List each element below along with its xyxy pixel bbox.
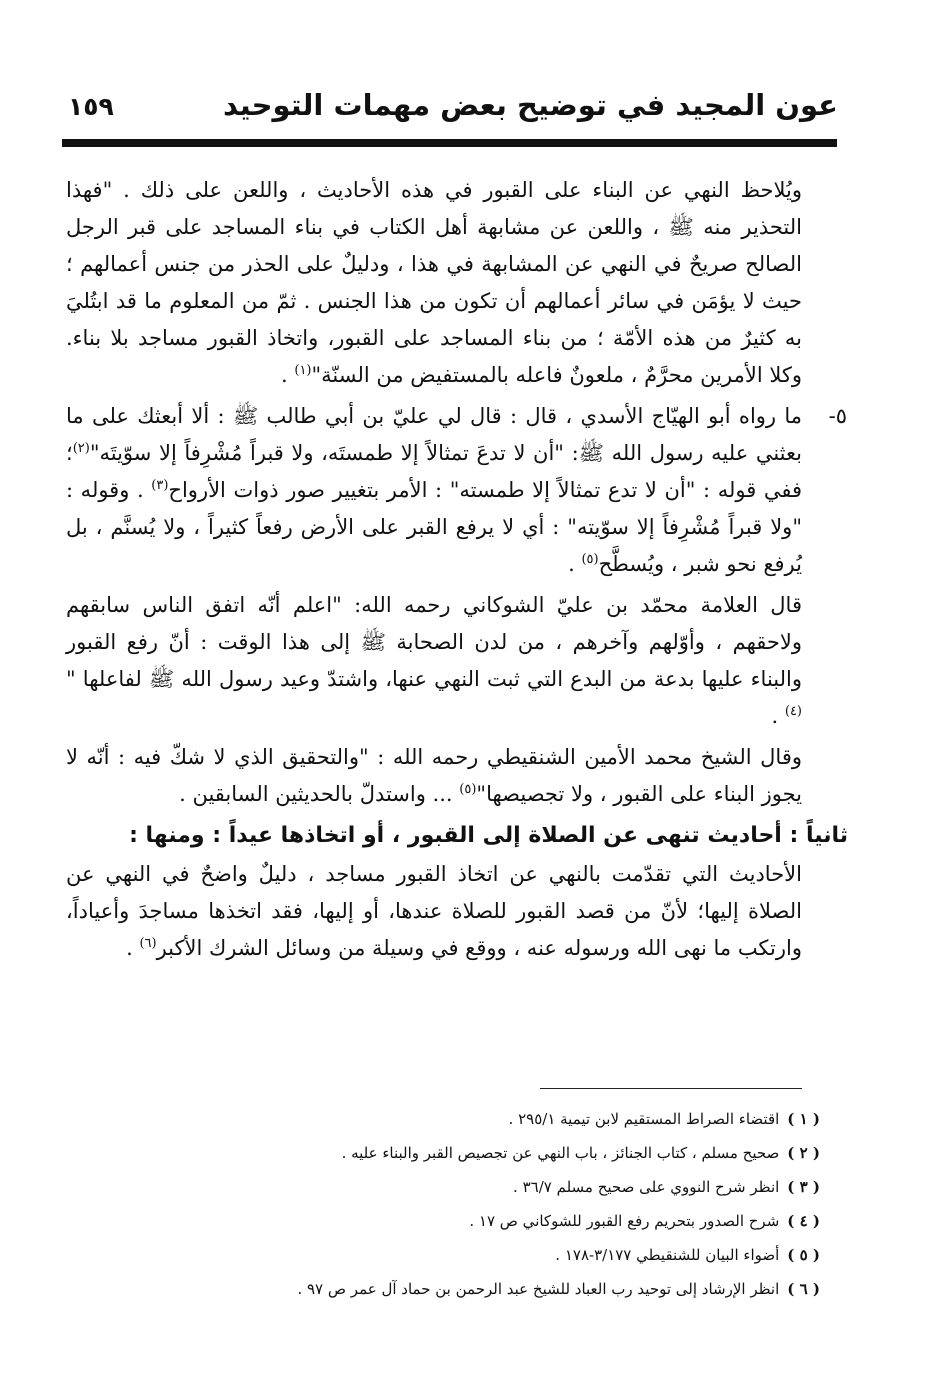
page-number: ١٥٩	[68, 92, 114, 121]
footnote-ref-5a: (٥)	[581, 552, 599, 567]
item-5-end: .	[568, 552, 582, 576]
footnote-1	[120, 1102, 820, 1136]
paragraph-1-text: ويُلاحظ النهي عن البناء على القبور في هذه الأحاديث ، واللعن على ذلك . "فهذا التحذير منه ﷺ ، واللعن عن مشابهة أهل الكتاب في بناء المساجد على قبر الرجل الصالح صريحٌ في النهي عن المشابهة في هذا ، ودليلٌ على الحذر من جنس أعمالهم ؛ حيث لا يؤمَن في سائر أعمالهم أن تكون من هذا الجنس . ثمّ من المعلوم ما قد ابتُليَ به كثيرٌ من هذه الأمّة ؛ من بناء المساجد على القبور، واتخاذ القبور مساجد بلا بناء. وكلا الأمرين محرَّمٌ ، ملعونٌ فاعله بالمستفيض من السنّة"	[66, 178, 802, 387]
footnote-text: أضواء البيان للشنقيطي ٣/١٧٧-١٧٨ .	[555, 1246, 780, 1264]
item-5-text-c: . وقوله : "ولا قبراً مُشْرِفاً إلا سوّيته" : أي لا يرفع القبر على الأرض رفعاً كثيراً ، ولا يُسنَّم ، بل يُرفع نحو شبر ، ويُسطَّح	[66, 478, 802, 576]
paragraph-1-end: .	[281, 363, 295, 387]
paragraph-3	[66, 587, 802, 735]
footnote-4	[120, 1204, 820, 1238]
footnote-5	[120, 1238, 820, 1272]
footnote-text: صحيح مسلم ، كتاب الجنائز ، باب النهي عن تجصيص القبر والبناء عليه .	[341, 1144, 780, 1162]
footnote-text: انظر الإرشاد إلى توحيد رب العباد للشيخ عبد الرحمن بن حماد آل عمر ص ٩٧ .	[297, 1280, 780, 1298]
footnote-3	[120, 1170, 820, 1204]
footnote-text: شرح الصدور بتحريم رفع القبور للشوكاني ص ١٧ .	[469, 1212, 780, 1230]
paragraph-1	[66, 172, 802, 394]
paragraph-5-end: .	[126, 936, 140, 960]
running-title: عون المجيد في توضيح بعض مهمات التوحيد	[223, 88, 838, 122]
footnote-number: ( ٢ )	[787, 1144, 820, 1162]
item-number: ٥-	[828, 404, 847, 428]
footnote-ref-1: (١)	[294, 363, 312, 378]
item-5-text-a: ما رواه أبو الهيّاج الأسدي ، قال : قال لي عليّ بن أبي طالب ﷺ : ألا أبعثك على ما بعثني عليه رسول الله ﷺ: "أن لا تدعَ تمثالاً إلا طمستَه، ولا قبراً مُشْرِفاً إلا سوّيتَه"	[66, 404, 802, 465]
footnote-number: ( ٣ )	[787, 1178, 820, 1196]
item-5-text-b: ؛ ففي قوله : "أن لا تدع تمثالاً إلا طمسته" : الأمر بتغيير صور ذوات الأرواح	[66, 441, 803, 502]
footnote-number: ( ١ )	[787, 1110, 820, 1128]
paragraph-4-text: وقال الشيخ محمد الأمين الشنقيطي رحمه الله : "والتحقيق الذي لا شكّ فيه : أنّه لا يجوز البناء على القبور ، ولا تجصيصها"	[66, 745, 802, 806]
footnote-ref-3: (٣)	[151, 478, 169, 493]
paragraph-5	[66, 856, 802, 967]
paragraph-5-text: الأحاديث التي تقدّمت بالنهي عن اتخاذ القبور مساجد ، دليلٌ واضحٌ في النهي عن الصلاة إليها؛ لأنّ من قصد القبور للصلاة عندها، أو إليها، فقد اتخذها مساجدَ وأعياداً، وارتكب ما نهى الله ورسوله عنه ، ووقع في وسيلة من وسائل الشرك الأكبر	[66, 862, 802, 960]
body-text	[66, 172, 848, 967]
paragraph-4-end: ... واستدلّ بالحديثين السابقين .	[179, 782, 460, 806]
section-heading: ثانياً : أحاديث تنهى عن الصلاة إلى القبور ، أو اتخاذها عيداً : ومنها :	[129, 823, 848, 848]
running-head	[68, 88, 838, 130]
footnote-text: اقتضاء الصراط المستقيم لابن تيمية ٢٩٥/١ .	[508, 1110, 780, 1128]
footnote-number: ( ٥ )	[787, 1246, 820, 1264]
list-item-5	[66, 398, 847, 583]
header-rule	[62, 139, 837, 147]
footnotes	[120, 1102, 820, 1306]
paragraph-3-text: قال العلامة محمّد بن عليّ الشوكاني رحمه الله: "اعلم أنّه اتفق الناس سابقهم ولاحقهم ، وأوّلهم وآخرهم ، من لدن الصحابة ﷺ إلى هذا الوقت : أنّ رفع القبور والبناء عليها بدعة من البدع التي ثبت النهي عنها، واشتدّ وعيد رسول الله ﷺ لفاعلها "	[66, 593, 802, 691]
footnote-ref-6: (٦)	[139, 936, 157, 951]
paragraph-4	[66, 739, 802, 813]
paragraph-3-end: .	[771, 704, 785, 728]
footnote-separator	[540, 1088, 802, 1089]
footnote-6	[120, 1272, 820, 1306]
footnote-number: ( ٦ )	[787, 1280, 820, 1298]
footnote-ref-2: (٢)	[72, 441, 90, 456]
footnote-ref-4: (٤)	[784, 704, 802, 719]
footnote-number: ( ٤ )	[787, 1212, 820, 1230]
footnote-2	[120, 1136, 820, 1170]
footnote-text: انظر شرح النووي على صحيح مسلم ٣٦/٧ .	[513, 1178, 780, 1196]
footnote-ref-5b: (٥)	[459, 782, 477, 797]
